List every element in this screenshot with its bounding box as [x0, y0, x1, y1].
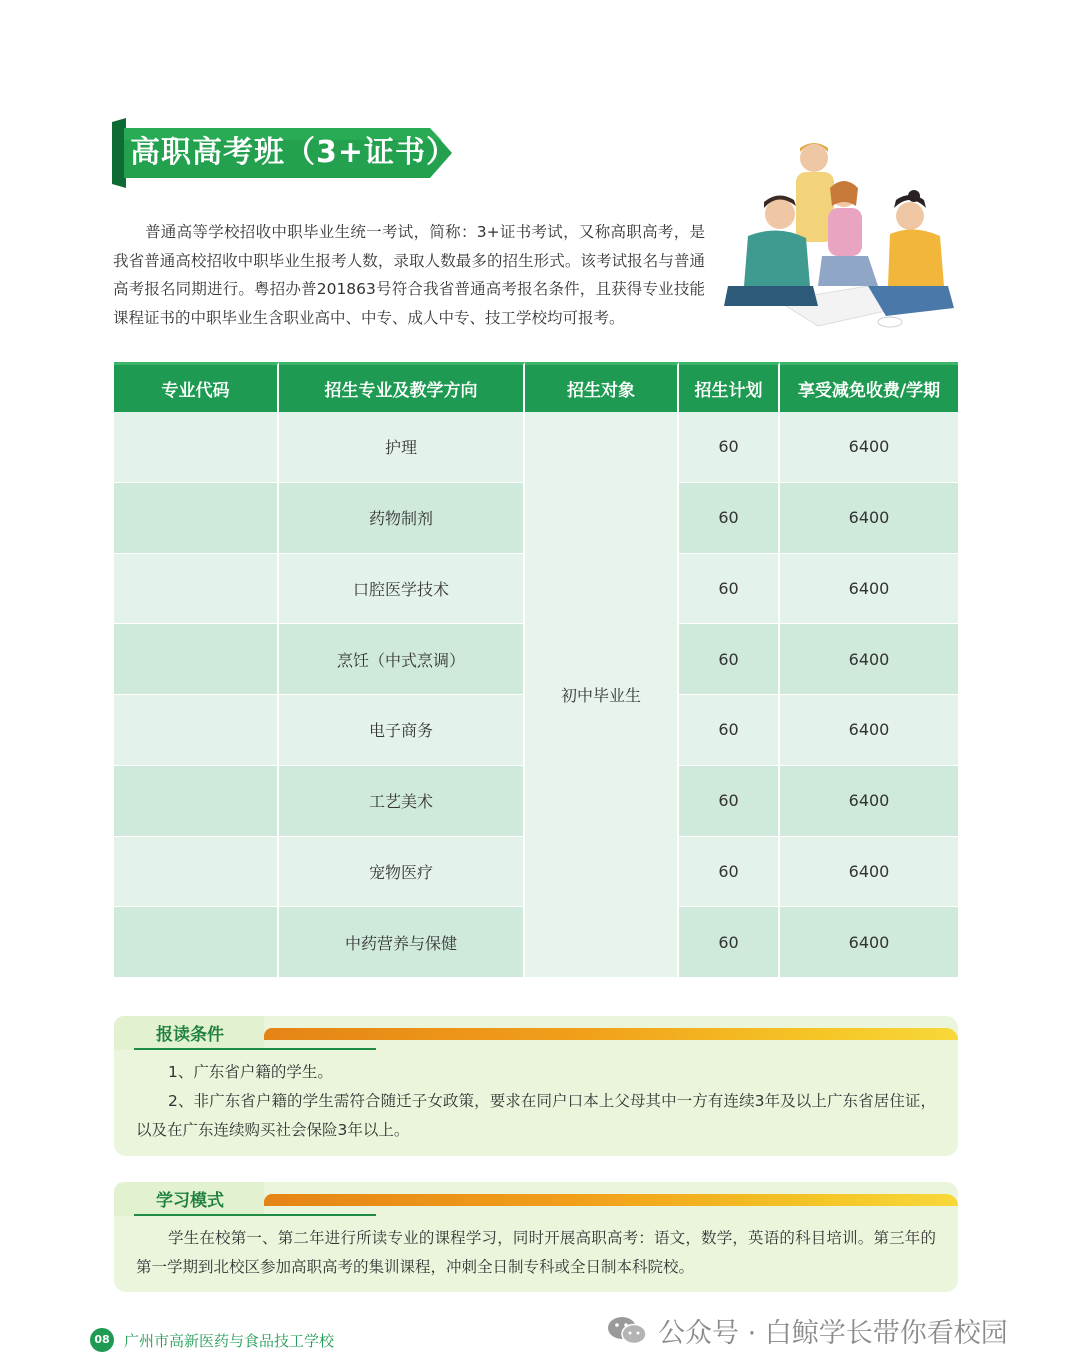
- table-header-row: [114, 362, 958, 412]
- conditions-panel: [114, 1016, 958, 1156]
- study-mode-text: 学生在校第一、第二年进行所读专业的课程学习，同时开展高职高考：语文，数学，英语的科目培训。第三年的第一学期到北校区参加高职高考的集训课程，冲刺全日制专科或全日制本科院校。: [136, 1229, 936, 1276]
- cell-code: [114, 412, 279, 483]
- cell-code: [114, 907, 279, 978]
- page-title: 高职高考班（3+证书）: [130, 135, 458, 170]
- cell-fee: 6400: [780, 837, 958, 908]
- cell-fee: 6400: [780, 412, 958, 483]
- study-mode-panel: [114, 1182, 958, 1292]
- cell-major: 工艺美术: [279, 766, 525, 837]
- cell-fee: 6400: [780, 554, 958, 625]
- page-number-badge: 08: [90, 1328, 114, 1352]
- cell-plan: 60: [679, 907, 780, 978]
- title-banner: [112, 118, 457, 188]
- header-major: 招生专业及教学方向: [279, 362, 525, 412]
- cell-major: 宠物医疗: [279, 837, 525, 908]
- conditions-underline: [134, 1048, 376, 1050]
- cell-fee: 6400: [780, 483, 958, 554]
- study-mode-body: [136, 1224, 936, 1282]
- study-mode-underline: [134, 1214, 376, 1216]
- header-target: 招生对象: [525, 362, 679, 412]
- conditions-body: [136, 1058, 936, 1145]
- wechat-watermark: [606, 1310, 1008, 1350]
- intro-paragraph: 普通高等学校招收中职毕业生统一考试，简称：3+证书考试，又称高职高考，是我省普通高校招收中职毕业生报考人数，录取人数最多的招生形式。该考试报名与普通高考报名同期进行。粤招办普201863号符合我省普通高考报名条件，且获得专业技能课程证书的中职毕业生含职业高中、中专、成人中专、技工学校均可报考。: [113, 223, 705, 327]
- cell-code: [114, 554, 279, 625]
- conditions-label: 报读条件: [156, 1025, 224, 1045]
- cell-major: 中药营养与保健: [279, 907, 525, 978]
- cell-plan: 60: [679, 412, 780, 483]
- wechat-icon: [606, 1314, 648, 1346]
- study-mode-label: 学习模式: [156, 1191, 224, 1211]
- cell-code: [114, 483, 279, 554]
- study-mode-accent-stripe: [264, 1194, 958, 1206]
- cell-major: 电子商务: [279, 695, 525, 766]
- cell-major: 烹饪（中式烹调）: [279, 624, 525, 695]
- cell-code: [114, 695, 279, 766]
- cell-plan: 60: [679, 483, 780, 554]
- header-fee: 享受减免收费/学期: [780, 362, 958, 412]
- table-row: [114, 412, 958, 483]
- watermark-text: 公众号 · 白鲸学长带你看校园: [658, 1317, 1008, 1349]
- cell-plan: 60: [679, 766, 780, 837]
- condition-item: 2、非广东省户籍的学生需符合随迁子女政策，要求在同户口本上父母其中一方有连续3年及以上广东省居住证，以及在广东连续购买社会保险3年以上。: [136, 1092, 936, 1139]
- cell-code: [114, 624, 279, 695]
- cell-plan: 60: [679, 624, 780, 695]
- cell-major: 护理: [279, 412, 525, 483]
- school-name: 广州市高新医药与食品技工学校: [124, 1332, 335, 1350]
- cell-fee: 6400: [780, 907, 958, 978]
- students-illustration: [718, 136, 958, 341]
- cell-fee: 6400: [780, 624, 958, 695]
- cell-major: 药物制剂: [279, 483, 525, 554]
- cell-plan: 60: [679, 695, 780, 766]
- cell-fee: 6400: [780, 695, 958, 766]
- cell-target: 初中毕业生: [525, 412, 679, 978]
- enrollment-table: [114, 362, 958, 978]
- condition-item: 1、广东省户籍的学生。: [168, 1063, 333, 1081]
- conditions-accent-stripe: [264, 1028, 958, 1040]
- header-code: 专业代码: [114, 362, 279, 412]
- cell-plan: 60: [679, 837, 780, 908]
- cell-plan: 60: [679, 554, 780, 625]
- cell-major: 口腔医学技术: [279, 554, 525, 625]
- cell-code: [114, 766, 279, 837]
- cell-fee: 6400: [780, 766, 958, 837]
- header-plan: 招生计划: [679, 362, 780, 412]
- cell-code: [114, 837, 279, 908]
